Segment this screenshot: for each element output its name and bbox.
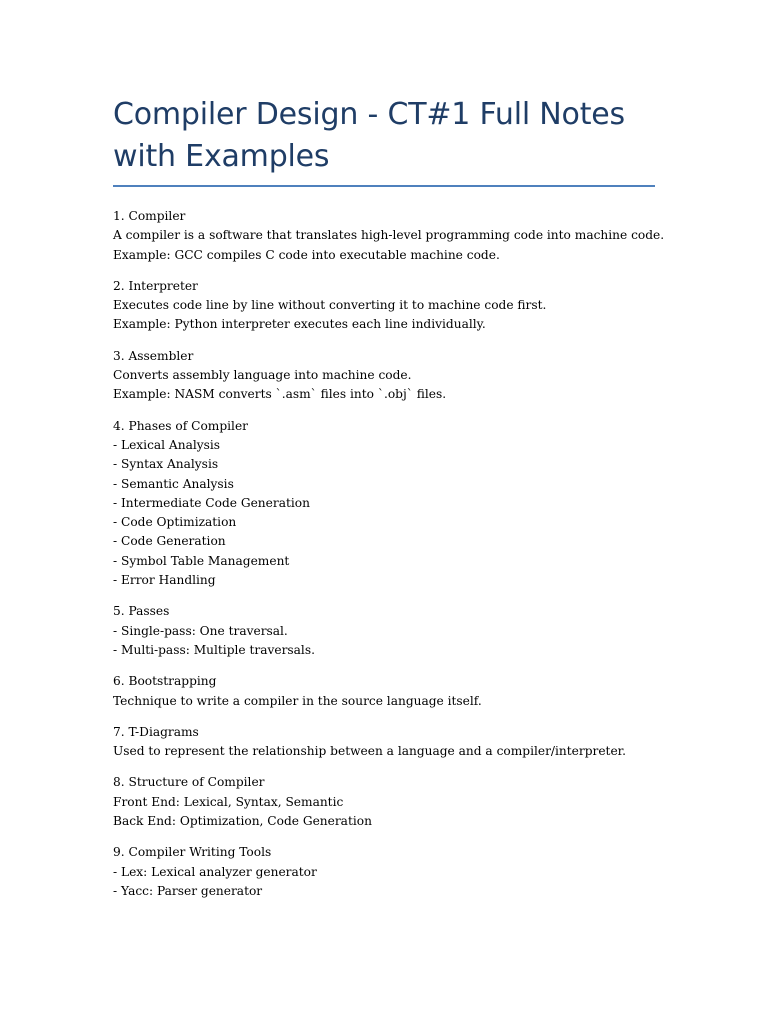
list-item: - Lex: Lexical analyzer generator [113, 864, 317, 879]
section-structure-of-compiler [113, 773, 658, 831]
section-line: Example: NASM converts `.asm` files into `.obj` files. [113, 387, 447, 402]
section-line: Used to represent the relationship between a language and a compiler/interpreter. [113, 744, 627, 759]
section-phases-of-compiler [113, 417, 658, 591]
section-heading: 7. T-Diagrams [113, 724, 199, 739]
section-passes [113, 602, 658, 660]
section-line: Back End: Optimization, Code Generation [113, 814, 372, 829]
section-line: Front End: Lexical, Syntax, Semantic [113, 794, 344, 809]
section-line: A compiler is a software that translates high-level programming code into machine code. [113, 228, 665, 243]
list-item: - Error Handling [113, 573, 216, 588]
section-compiler-writing-tools [113, 843, 658, 901]
list-item: - Syntax Analysis [113, 457, 219, 472]
list-item: - Single-pass: One traversal. [113, 623, 288, 638]
section-interpreter [113, 277, 658, 335]
list-item: - Symbol Table Management [113, 553, 290, 568]
page-title: Compiler Design - CT#1 Full Notes with Examples [113, 97, 625, 174]
section-line: Example: Python interpreter executes each line individually. [113, 317, 486, 332]
section-heading: 5. Passes [113, 604, 170, 619]
section-heading: 9. Compiler Writing Tools [113, 845, 272, 860]
list-item: - Intermediate Code Generation [113, 495, 310, 510]
section-heading: 2. Interpreter [113, 278, 198, 293]
section-heading: 4. Phases of Compiler [113, 418, 248, 433]
list-item: - Multi-pass: Multiple traversals. [113, 642, 315, 657]
section-line: Example: GCC compiles C code into executable machine code. [113, 247, 500, 262]
document-page [113, 0, 665, 913]
list-item: - Code Generation [113, 534, 226, 549]
section-heading: 6. Bootstrapping [113, 674, 217, 689]
list-item: - Lexical Analysis [113, 437, 221, 452]
list-item: - Yacc: Parser generator [113, 883, 263, 898]
section-line: Executes code line by line without converting it to machine code first. [113, 298, 547, 313]
section-compiler [113, 207, 665, 265]
notes-sections [113, 207, 665, 901]
title-underline [113, 185, 655, 187]
list-item: - Code Optimization [113, 515, 237, 530]
section-t-diagrams [113, 723, 658, 762]
list-item: - Semantic Analysis [113, 476, 234, 491]
section-line: Technique to write a compiler in the source language itself. [113, 693, 482, 708]
section-bootstrapping [113, 672, 658, 711]
section-assembler [113, 347, 658, 405]
section-heading: 3. Assembler [113, 348, 194, 363]
section-heading: 8. Structure of Compiler [113, 775, 265, 790]
section-heading: 1. Compiler [113, 209, 186, 223]
section-line: Converts assembly language into machine code. [113, 368, 412, 383]
